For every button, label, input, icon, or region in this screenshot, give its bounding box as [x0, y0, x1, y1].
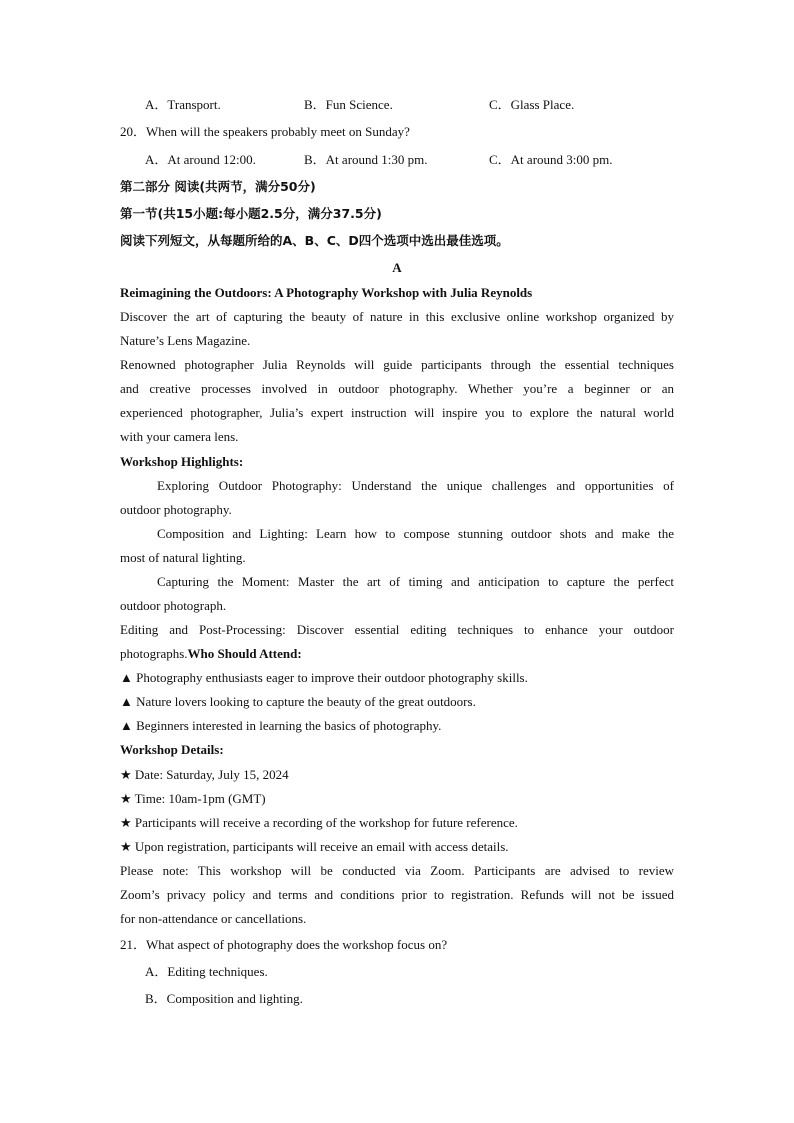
p2-line-4: with your camera lens. [120, 429, 239, 444]
q21-option-b: B．Composition and lighting. [145, 991, 303, 1006]
q20-question: 20．When will the speakers probably meet on Sunday? [120, 124, 410, 139]
attend-heading: Who Should Attend: [187, 646, 302, 661]
p2-line-3: experienced photographer, Julia’s expert instruction will inspire you to explore the natural world [120, 405, 674, 420]
attend-item-3: ▲ Beginners interested in learning the basics of photography. [120, 718, 442, 733]
section-subtitle: 第一节(共15小题:每小题2.5分，满分37.5分) [120, 206, 382, 221]
p1-line-1: Discover the art of capturing the beauty of nature in this exclusive online workshop organized by [120, 309, 674, 324]
highlights-heading: Workshop Highlights: [120, 454, 244, 469]
detail-time: ★ Time: 10am-1pm (GMT) [120, 791, 266, 806]
passage-label: A [392, 260, 402, 275]
note-line-2: Zoom’s privacy policy and terms and conditions prior to registration. Refunds will not be issued [120, 887, 674, 902]
highlight-2-line-2: most of natural lighting. [120, 550, 246, 565]
q19-option-a: A．Transport. [145, 97, 221, 112]
q20-option-b: B．At around 1:30 pm. [304, 152, 428, 167]
q21-question: 21．What aspect of photography does the workshop focus on? [120, 937, 448, 952]
highlight-2-line-1: Composition and Lighting: Learn how to compose stunning outdoor shots and make the [157, 526, 674, 541]
p2-line-1: Renowned photographer Julia Reynolds will guide participants through the essential techniques [120, 357, 674, 372]
p1-line-2: Nature’s Lens Magazine. [120, 333, 251, 348]
highlight-4-line-1: Editing and Post-Processing: Discover essential editing techniques to enhance your outdoor [120, 622, 674, 637]
details-heading: Workshop Details: [120, 742, 224, 757]
q19-option-b: B．Fun Science. [304, 97, 393, 112]
attend-item-2: ▲ Nature lovers looking to capture the beauty of the great outdoors. [120, 694, 476, 709]
highlight-1-line-2: outdoor photography. [120, 502, 232, 517]
detail-recording: ★ Participants will receive a recording of the workshop for future reference. [120, 815, 518, 830]
highlight-3-line-2: outdoor photograph. [120, 598, 227, 613]
section-instruction: 阅读下列短文，从每题所给的A、B、C、D四个选项中选出最佳选项。 [120, 233, 509, 248]
p2-line-2: and creative processes involved in outdoor photography. Whether you’re a beginner or an [120, 381, 674, 396]
part-title: 第二部分 阅读(共两节，满分50分) [120, 179, 316, 194]
attend-item-1: ▲ Photography enthusiasts eager to improve their outdoor photography skills. [120, 670, 528, 685]
highlight-4-line-2-text: photographs. [120, 646, 188, 661]
q20-option-a: A．At around 12:00. [145, 152, 256, 167]
highlight-3-line-1: Capturing the Moment: Master the art of timing and anticipation to capture the perfect [157, 574, 674, 589]
q21-option-a: A．Editing techniques. [145, 964, 268, 979]
article-title: Reimagining the Outdoors: A Photography Workshop with Julia Reynolds [120, 285, 533, 300]
q20-option-c: C．At around 3:00 pm. [489, 152, 613, 167]
q19-option-c: C．Glass Place. [489, 97, 575, 112]
highlight-4-line-2 [120, 646, 674, 662]
detail-registration: ★ Upon registration, participants will receive an email with access details. [120, 839, 509, 854]
note-line-3: for non-attendance or cancellations. [120, 911, 307, 926]
detail-date: ★ Date: Saturday, July 15, 2024 [120, 767, 289, 782]
note-line-1: Please note: This workshop will be conducted via Zoom. Participants are advised to review [120, 863, 674, 878]
highlight-1-line-1: Exploring Outdoor Photography: Understand the unique challenges and opportunities of [157, 478, 674, 493]
